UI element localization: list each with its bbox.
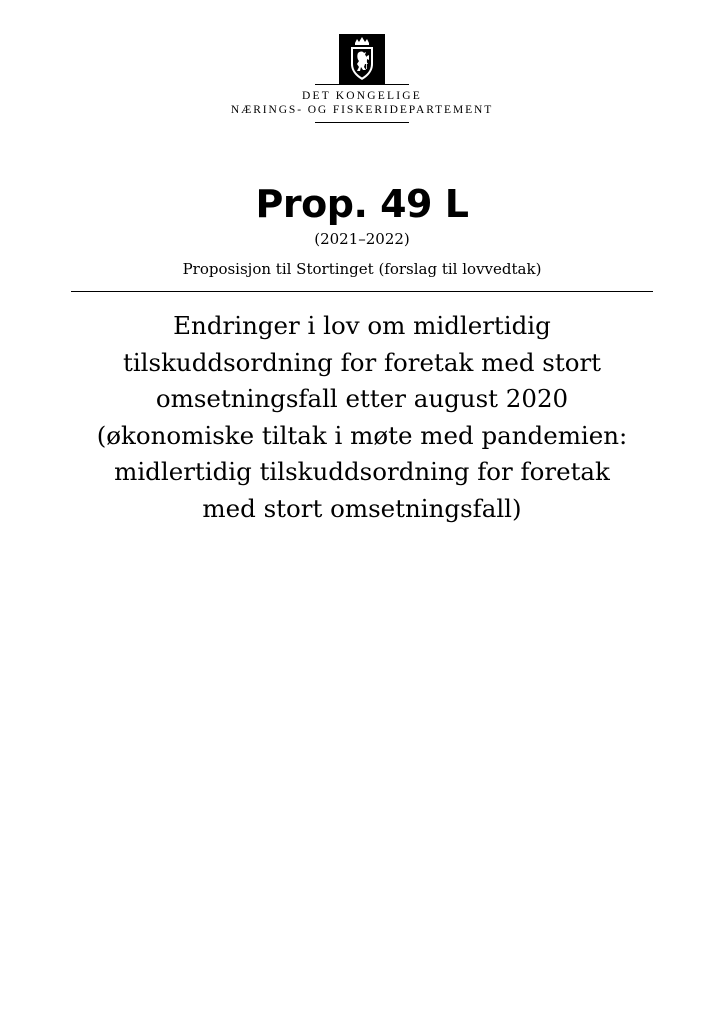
norwegian-coat-of-arms-icon [339,34,385,84]
department-name-line2: NÆRINGS- OG FISKERIDEPARTEMENT [230,104,494,116]
document-heading [60,308,664,527]
department-rule-bottom [315,122,409,123]
department-rule-top [315,84,409,85]
proposition-subtitle: Proposisjon til Stortinget (forslag til lovvedtak) [182,260,542,278]
heading-line: (økonomiske tiltak i møte med pandemien: [96,420,628,450]
heading-line: tilskuddsordning for foretak med stort [122,347,602,377]
heading-line: omsetningsfall etter august 2020 [155,384,569,413]
proposition-title: Prop. 49 L [255,182,469,226]
heading-line: midlertidig tilskuddsordning for foretak [114,457,610,486]
department-name-line1: DET KONGELIGE [301,90,423,102]
proposition-session: (2021–2022) [314,230,410,248]
heading-line: med stort omsetningsfall) [202,493,522,523]
title-divider [71,291,653,292]
heading-line: Endringer i lov om midlertidig [173,311,551,340]
